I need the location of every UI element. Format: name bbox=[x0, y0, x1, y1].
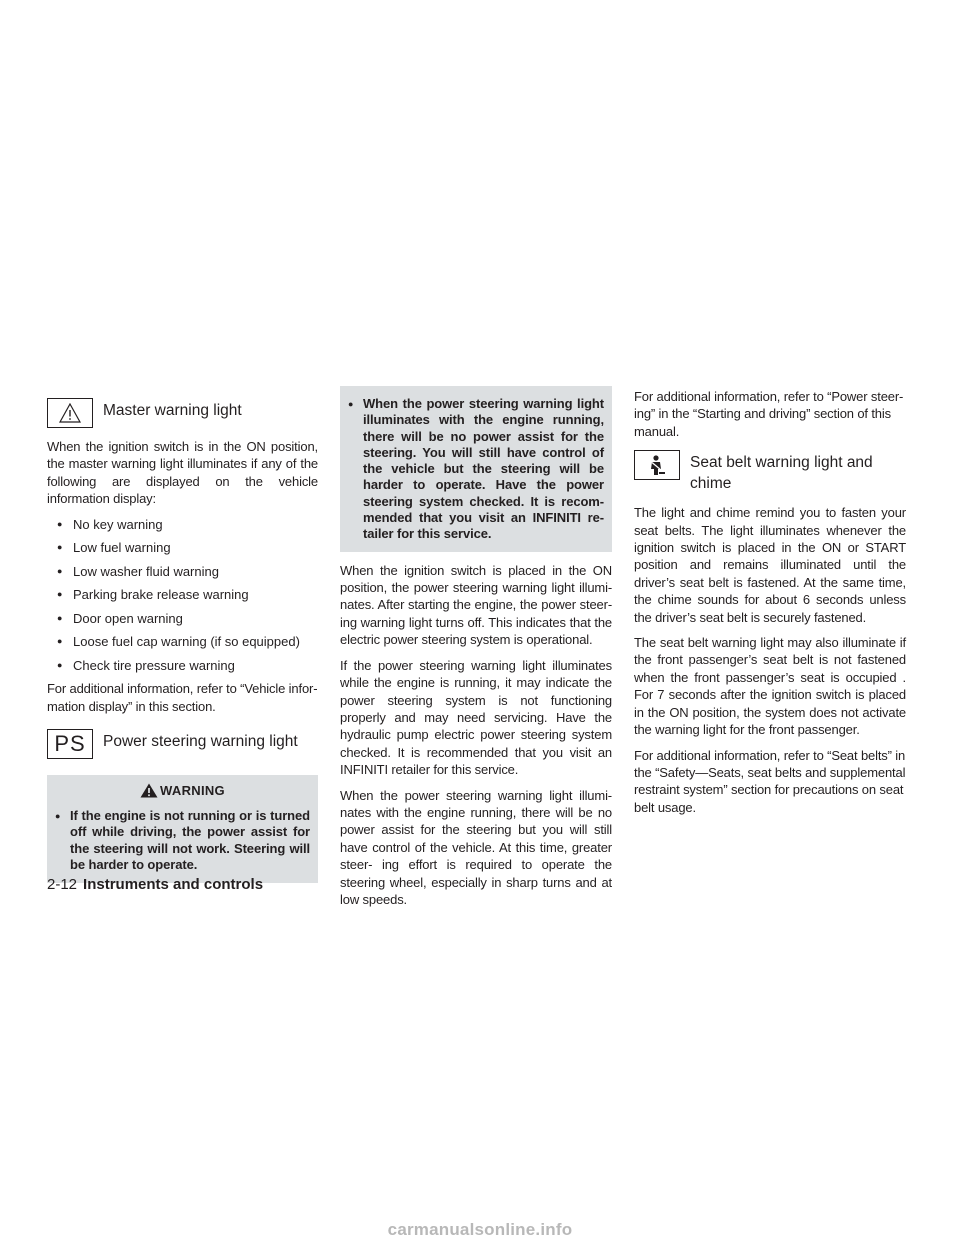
page-footer bbox=[47, 876, 263, 893]
list-item: ● Low washer fluid warning bbox=[47, 563, 318, 580]
list-item: ● Check tire pressure warning bbox=[47, 657, 318, 674]
seat-belt-paragraph-2: The seat belt warning light may also illuminate if the front passenger’s seat belt is not fastened when the front passenger’s seat is occupied . For 7 seconds after the ignition switch is placed in the ON position, the system does not activate the warning light for the front passenger. bbox=[634, 635, 906, 738]
master-warning-heading bbox=[47, 398, 318, 428]
warning-item: ● When the power steering warning light illuminates with the engine running, there will be no power assist for the steering. You will still have control of the vehicle but the steering will be harder to operate. Have the power steering system checked. It is recom- mended that you visit an INFINITI re- tailer for this service. bbox=[348, 396, 604, 543]
power-steering-heading bbox=[47, 729, 318, 759]
power-steering-icon-text: PS bbox=[54, 730, 86, 756]
power-steering-paragraph-3: When the power steering warning light illumi- nates with the engine running, there will be no power assist for the steering but you will still have control of the vehicle. At this time, greater steer- ing effort is required to operate the steering wheel, especially in sharp turns and at low speeds. bbox=[340, 787, 612, 907]
column-2 bbox=[340, 398, 612, 916]
section-title: Instruments and controls bbox=[83, 876, 264, 893]
warning-item: ● If the engine is not running or is turned off while driving, the power assist for the steering will not work. Steering will be harder to operate. bbox=[55, 808, 310, 873]
list-item: ● Parking brake release warning bbox=[47, 586, 318, 603]
list-item: ● Low fuel warning bbox=[47, 539, 318, 556]
power-steering-reference: For additional information, refer to “Power steer- ing” in the “Starting and driving” section of this manual. bbox=[634, 389, 904, 439]
page-number: 2-12 bbox=[47, 876, 78, 893]
seat-belt-icon bbox=[634, 450, 680, 480]
list-item: ● Loose fuel cap warning (if so equipped) bbox=[47, 633, 318, 650]
column-3 bbox=[634, 388, 906, 824]
seat-belt-title: Seat belt warning light and chime bbox=[690, 454, 873, 493]
power-steering-title: Power steering warning light bbox=[103, 732, 298, 750]
warning-box bbox=[47, 775, 318, 883]
master-warning-intro: When the ignition switch is in the ON position, the master warning light illuminates if any of the following are displayed on the vehicle information display: bbox=[47, 439, 318, 507]
master-warning-icon bbox=[47, 398, 93, 428]
list-item: ● No key warning bbox=[47, 516, 318, 533]
warning-box-continued bbox=[340, 386, 612, 552]
power-steering-paragraph-2: If the power steering warning light illuminates while the engine is running, it may indicate the power steering system is not functioning properly and may need servicing. Have the hydraulic pump electric power steering system checked. It is recommended that you visit an INFINITI retailer for this service. bbox=[340, 657, 612, 778]
seat-belt-paragraph-3: For additional information, refer to “Seat belts” in the “Safety—Seats, seat belts and supplemental restraint system” section for precautions on seat belt usage. bbox=[634, 747, 906, 815]
power-steering-icon bbox=[47, 729, 93, 759]
master-warning-list bbox=[47, 516, 318, 674]
warning-title bbox=[55, 783, 310, 798]
warning-triangle-icon bbox=[140, 783, 158, 798]
master-warning-title: Master warning light bbox=[103, 402, 242, 419]
list-item: ● Door open warning bbox=[47, 610, 318, 627]
master-warning-reference: For additional information, refer to “Vehicle infor- mation display” in this section. bbox=[47, 681, 318, 714]
warning-title-text: WARNING bbox=[160, 782, 225, 798]
seat-belt-heading bbox=[634, 450, 906, 494]
watermark: carmanualsonline.info bbox=[387, 1220, 573, 1239]
column-1 bbox=[47, 398, 318, 893]
power-steering-paragraph-1: When the ignition switch is placed in the ON position, the power steering warning light illumi- nates. After starting the engine, the power steer- ing warning light turns off. This indicates that the electric power steering system is operational. bbox=[340, 562, 612, 648]
seat-belt-paragraph-1: The light and chime remind you to fasten your seat belts. The light illuminates whenever the ignition switch is placed in the ON or START position and remains illuminated until the driver’s seat belt is fastened. At the same time, the chime sounds for about 6 seconds unless the driver’s seat belt is securely fastened. bbox=[634, 505, 906, 625]
